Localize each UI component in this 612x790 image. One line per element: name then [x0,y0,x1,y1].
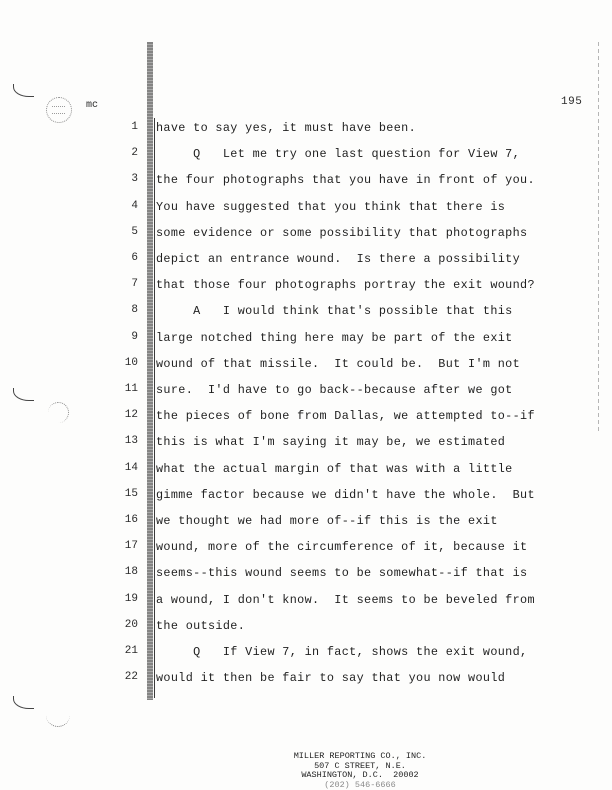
line-number: 6 [131,252,138,264]
line-number: 3 [131,173,138,186]
line-text: Q If View 7, in fact, shows the exit wound, [156,645,528,659]
line-number: 15 [124,487,138,500]
line-number: 22 [124,671,138,684]
reporter-footer [250,752,470,790]
line-text: we thought we had more of--if this is the exit [156,514,498,528]
line-text: wound of that missile. It could be. But I'm not [156,356,521,371]
transcript-line [0,357,612,383]
transcript-line [0,147,612,173]
line-number: 8 [131,304,138,317]
line-text: depict an entrance wound. Is there a possibility [156,252,521,266]
line-text: have to say yes, it must have been. [156,121,417,135]
transcript-line [0,566,612,592]
transcript-line [0,462,612,488]
footer-street: 507 C STREET, N.E. [314,760,406,771]
line-text: a wound, I don't know. It seems to be beveled from [156,592,535,607]
line-text: A I would think that's possible that this [156,304,513,319]
line-number: 17 [124,540,138,553]
transcript-line [0,593,612,619]
line-number: 4 [131,199,138,212]
line-number: 9 [131,330,138,343]
line-text: what the actual margin of that was with a little [156,461,513,476]
line-number: 18 [124,566,138,579]
binder-hole-mark [13,84,34,97]
footer-city: WASHINGTON, D.C. 20002 [301,770,419,780]
line-number: 19 [124,592,138,605]
transcript-line [0,173,612,199]
line-number: 10 [124,356,138,369]
transcript-line [0,488,612,514]
reporter-initials: mc [86,100,99,111]
transcript-line [0,252,612,278]
line-text: gimme factor because we didn't have the whole. But [156,487,535,502]
line-number: 20 [124,618,138,631]
line-text: large notched thing here may be part of the exit [156,330,513,345]
line-number: 14 [124,461,138,474]
line-text: this is what I'm saying it may be, we estimated [156,435,506,450]
transcript-line [0,435,612,461]
stamp-mark [46,97,72,123]
transcript-line [0,331,612,357]
line-text: some evidence or some possibility that photographs [156,225,528,240]
binder-hole-mark [13,696,34,709]
line-text: sure. I'd have to go back--because after we got [156,383,513,397]
line-number: 1 [131,121,138,133]
line-text: You have suggested that you think that there is [156,199,506,214]
transcript-line [0,645,612,671]
line-text: Q Let me try one last question for View 7, [156,147,521,162]
line-number: 21 [124,645,138,657]
line-number: 7 [131,278,138,291]
line-text: would it then be fair to say that you now would [156,671,506,686]
line-number: 2 [131,147,138,160]
transcript-line [0,226,612,252]
line-text: the outside. [156,618,246,633]
line-text: the four photographs that you have in front of you. [156,173,535,188]
line-text: the pieces of bone from Dallas, we attempted to--if [156,409,535,424]
transcript-line [0,409,612,435]
transcript-line [0,278,612,304]
line-number: 12 [124,409,138,422]
page-number: 195 [561,96,583,108]
transcript-line [0,200,612,226]
line-number: 11 [124,383,138,395]
transcript-line [0,619,612,645]
transcript-line [0,540,612,566]
transcript-line [0,304,612,330]
transcript-line [0,671,612,697]
line-text: seems--this wound seems to be somewhat--if that is [156,566,528,581]
transcript-line [0,383,612,409]
scan-smudge [46,712,70,727]
line-number: 5 [131,225,138,238]
transcript-line [0,514,612,540]
line-text: wound, more of the circumference of it, because it [156,540,528,555]
transcript-line [0,121,612,147]
line-number: 16 [124,514,138,526]
line-text: that those four photographs portray the exit wound? [156,278,535,293]
footer-phone: (202) 546-6666 [324,779,396,790]
line-number: 13 [124,435,138,448]
footer-company: MILLER REPORTING CO., INC. [293,751,427,761]
